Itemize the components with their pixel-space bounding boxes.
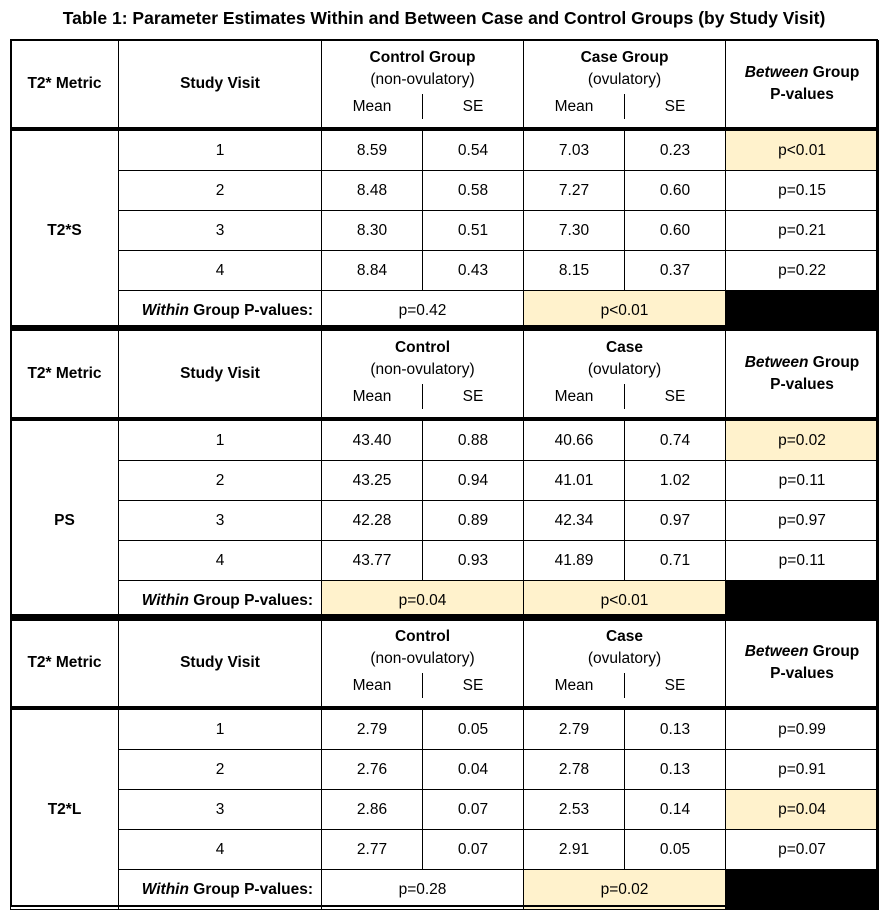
control-se-cell: 0.04 [423, 750, 524, 790]
mean-label: Mean [524, 384, 625, 409]
case-se-cell: 0.74 [625, 419, 726, 461]
between-p-cell: p=0.07 [726, 830, 879, 870]
case-subtitle: (ovulatory) [587, 361, 662, 378]
case-mean-cell: 7.30 [524, 211, 625, 251]
case-mean-cell: 2.79 [524, 708, 625, 750]
case-mean-cell: 7.03 [524, 129, 625, 171]
visit-header: Study Visit [119, 41, 322, 130]
table-title: Table 1: Parameter Estimates Within and Between Case and Control Groups (by Study Visit) [62, 8, 826, 28]
metric-header: T2* Metric [11, 620, 119, 709]
between-p-cell: p=0.22 [726, 251, 879, 291]
table-row [11, 790, 879, 830]
control-group-header [322, 331, 524, 420]
control-mean-cell: 2.77 [322, 830, 423, 870]
case-mean-cell: 40.66 [524, 419, 625, 461]
between-line2: P-values [770, 86, 834, 103]
case-se-cell: 0.13 [625, 750, 726, 790]
case-mean-cell: 41.01 [524, 461, 625, 501]
case-mean-cell: 2.91 [524, 830, 625, 870]
header-row [11, 331, 879, 420]
control-title: Control Group [369, 49, 476, 66]
control-mean-cell: 8.84 [322, 251, 423, 291]
between-line2: P-values [770, 665, 834, 682]
control-se-cell: 0.58 [423, 171, 524, 211]
control-mean-cell: 2.79 [322, 708, 423, 750]
control-mean-cell: 2.86 [322, 790, 423, 830]
within-case-p: p<0.01 [524, 581, 726, 621]
table-row [11, 830, 879, 870]
black-filler [726, 870, 879, 910]
table-row [11, 211, 879, 251]
control-se-cell: 0.07 [423, 830, 524, 870]
mean-label: Mean [322, 673, 423, 698]
control-mean-cell: 2.76 [322, 750, 423, 790]
section-t2s-table [10, 40, 879, 331]
se-label: SE [462, 388, 484, 405]
case-se-cell: 0.05 [625, 830, 726, 870]
case-group-header [524, 620, 726, 709]
se-label: SE [664, 677, 686, 694]
control-se-cell: 0.93 [423, 541, 524, 581]
between-p-cell: p=0.99 [726, 708, 879, 750]
control-se-cell: 0.43 [423, 251, 524, 291]
visit-cell: 2 [119, 461, 322, 501]
within-row [11, 870, 879, 910]
between-rest: Group [808, 643, 860, 660]
control-mean-cell: 43.77 [322, 541, 423, 581]
table-row [11, 251, 879, 291]
case-se-cell: 1.02 [625, 461, 726, 501]
table-row [11, 541, 879, 581]
control-mean-cell: 43.25 [322, 461, 423, 501]
case-mean-cell: 41.89 [524, 541, 625, 581]
visit-cell: 1 [119, 129, 322, 171]
case-mean-cell: 7.27 [524, 171, 625, 211]
case-mean-cell: 2.78 [524, 750, 625, 790]
within-control-p: p=0.42 [322, 291, 524, 331]
case-title: Case [605, 628, 644, 645]
between-p-cell: p=0.11 [726, 541, 879, 581]
case-se-cell: 0.60 [625, 211, 726, 251]
within-control-p: p=0.04 [322, 581, 524, 621]
mean-label: Mean [524, 673, 625, 698]
between-p-cell: p=0.02 [726, 419, 879, 461]
control-subtitle: (non-ovulatory) [370, 650, 475, 667]
between-italic: Between [744, 64, 809, 81]
visit-cell: 3 [119, 211, 322, 251]
se-label: SE [664, 388, 686, 405]
visit-cell: 1 [119, 419, 322, 461]
between-p-cell: p=0.15 [726, 171, 879, 211]
control-title: Control [394, 339, 451, 356]
case-mean-cell: 42.34 [524, 501, 625, 541]
case-group-header [524, 331, 726, 420]
table-row [11, 461, 879, 501]
within-control-p: p=0.28 [322, 870, 524, 910]
between-rest: Group [808, 64, 860, 81]
case-mean-cell: 2.53 [524, 790, 625, 830]
case-se-cell: 0.71 [625, 541, 726, 581]
case-title: Case Group [580, 49, 669, 66]
case-se-cell: 0.13 [625, 708, 726, 750]
visit-cell: 4 [119, 541, 322, 581]
visit-cell: 2 [119, 171, 322, 211]
table-row [11, 129, 879, 171]
control-se-cell: 0.07 [423, 790, 524, 830]
case-se-cell: 0.14 [625, 790, 726, 830]
between-italic: Between [744, 643, 809, 660]
se-label: SE [462, 98, 484, 115]
control-mean-cell: 8.48 [322, 171, 423, 211]
case-title: Case [605, 339, 644, 356]
case-subtitle: (ovulatory) [587, 71, 662, 88]
se-label: SE [462, 677, 484, 694]
between-p-cell: p=0.97 [726, 501, 879, 541]
table-row [11, 419, 879, 461]
visit-cell: 3 [119, 501, 322, 541]
between-p-cell: p=0.04 [726, 790, 879, 830]
header-row [11, 620, 879, 709]
control-mean-cell: 8.30 [322, 211, 423, 251]
table-row [11, 171, 879, 211]
table-row [11, 708, 879, 750]
within-rest: Group P-values: [188, 880, 313, 898]
case-mean-cell: 8.15 [524, 251, 625, 291]
within-label [119, 870, 322, 910]
between-p-cell: p=0.21 [726, 211, 879, 251]
visit-cell: 2 [119, 750, 322, 790]
case-se-cell: 0.60 [625, 171, 726, 211]
within-italic: Within [141, 301, 189, 319]
between-header [726, 620, 879, 709]
between-rest: Group [808, 354, 860, 371]
table-row [11, 501, 879, 541]
visit-cell: 4 [119, 830, 322, 870]
within-italic: Within [141, 591, 189, 609]
mean-label: Mean [322, 384, 423, 409]
metric-header: T2* Metric [11, 331, 119, 420]
within-case-p: p<0.01 [524, 291, 726, 331]
within-italic: Within [141, 880, 189, 898]
between-header [726, 41, 879, 130]
metric-header: T2* Metric [11, 41, 119, 130]
control-subtitle: (non-ovulatory) [370, 71, 475, 88]
section-ps-table [10, 330, 879, 621]
metric-label: PS [11, 419, 119, 621]
between-p-cell: p=0.91 [726, 750, 879, 790]
metric-label: T2*S [11, 129, 119, 331]
control-se-cell: 0.05 [423, 708, 524, 750]
mean-label: Mean [524, 94, 625, 119]
header-row [11, 41, 879, 130]
visit-header: Study Visit [119, 331, 322, 420]
control-se-cell: 0.94 [423, 461, 524, 501]
between-italic: Between [744, 354, 809, 371]
visit-cell: 3 [119, 790, 322, 830]
control-mean-cell: 42.28 [322, 501, 423, 541]
case-se-cell: 0.37 [625, 251, 726, 291]
case-subtitle: (ovulatory) [587, 650, 662, 667]
section-separator [10, 614, 878, 619]
control-title: Control [394, 628, 451, 645]
visit-cell: 1 [119, 708, 322, 750]
case-group-header [524, 41, 726, 130]
within-rest: Group P-values: [188, 591, 313, 609]
case-se-cell: 0.97 [625, 501, 726, 541]
metric-label: T2*L [11, 708, 119, 910]
control-mean-cell: 8.59 [322, 129, 423, 171]
section-separator [10, 325, 878, 330]
control-se-cell: 0.89 [423, 501, 524, 541]
control-subtitle: (non-ovulatory) [370, 361, 475, 378]
within-rest: Group P-values: [188, 301, 313, 319]
se-label: SE [664, 98, 686, 115]
visit-header: Study Visit [119, 620, 322, 709]
visit-cell: 4 [119, 251, 322, 291]
section-t2l-table [10, 619, 879, 910]
control-group-header [322, 620, 524, 709]
case-se-cell: 0.23 [625, 129, 726, 171]
control-group-header [322, 41, 524, 130]
table-row [11, 750, 879, 790]
within-case-p: p=0.02 [524, 870, 726, 910]
between-p-cell: p=0.11 [726, 461, 879, 501]
control-se-cell: 0.88 [423, 419, 524, 461]
between-line2: P-values [770, 376, 834, 393]
mean-label: Mean [322, 94, 423, 119]
control-mean-cell: 43.40 [322, 419, 423, 461]
between-p-cell: p<0.01 [726, 129, 879, 171]
control-se-cell: 0.54 [423, 129, 524, 171]
control-se-cell: 0.51 [423, 211, 524, 251]
between-header [726, 331, 879, 420]
